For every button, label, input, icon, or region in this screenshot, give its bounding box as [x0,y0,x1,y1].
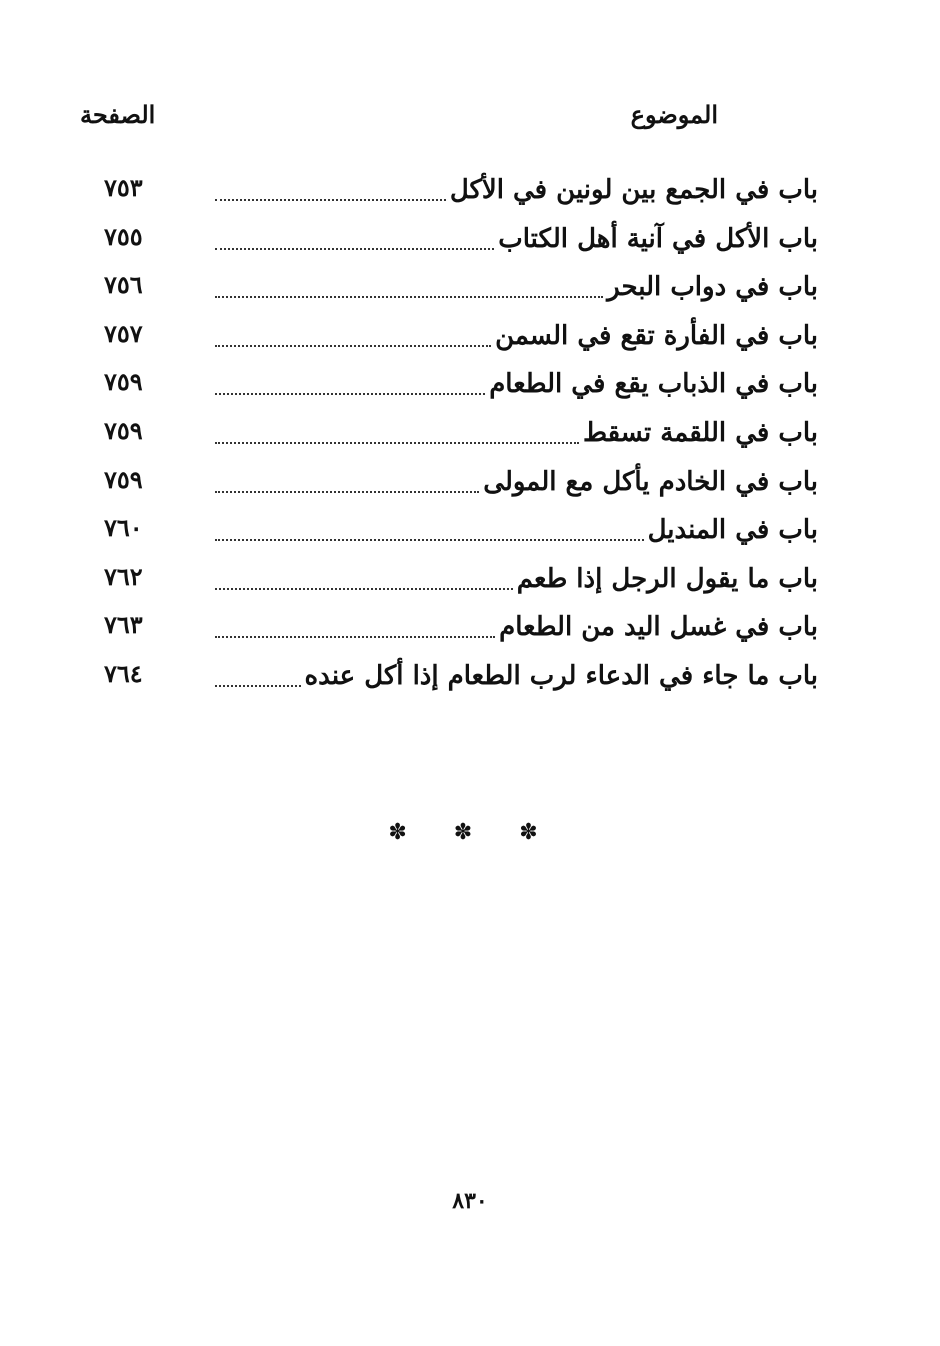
toc-entry-page: ٧٦٣ [104,610,143,640]
toc-entry-line [215,605,818,645]
toc-entry-line [215,460,818,500]
toc-entry-page: ٧٦٠ [104,513,143,543]
toc-entry-page: ٧٥٩ [104,415,143,445]
toc-entry-page: ٧٥٥ [104,221,143,251]
toc-entry-line [215,362,818,402]
toc-entry-title: باب في الخادم يأكل مع المولى [483,466,818,497]
toc-entry-line [215,508,818,548]
toc-entry-title: باب في المنديل [647,515,818,546]
section-divider-ornament [0,820,940,845]
toc-entry-title: باب في الفأرة تقع في السمن [495,320,818,351]
toc-entry [0,654,940,703]
flower-ornament-icon: ✽ [519,820,552,845]
toc-entry-title: باب الأكل في آنية أهل الكتاب [498,223,818,254]
dot-leader [215,489,479,493]
toc-entry-line [215,217,818,257]
toc-entry [0,314,940,363]
toc-entry-line [215,265,818,305]
toc-entry-title: باب في اللقمة تسقط [582,417,818,448]
toc-entry-title: باب في الذباب يقع في الطعام [489,369,818,400]
toc-entry [0,265,940,314]
dot-leader [215,294,603,298]
dot-leader [215,197,446,201]
toc-entry-page: ٧٥٧ [104,318,143,348]
toc-entry-page: ٧٦٢ [104,561,143,591]
toc-entry-title: باب في دواب البحر [607,272,818,303]
toc-entry [0,411,940,460]
toc-entry [0,217,940,266]
toc-entry-page: ٧٥٩ [104,464,143,494]
toc-entry-title: باب ما جاء في الدعاء لرب الطعام إذا أكل عنده [304,660,818,691]
page-column-heading: الصفحة [80,100,156,129]
dot-leader [215,440,579,444]
toc-entry-title: باب في غسل اليد من الطعام [499,612,818,643]
toc-entry-line [215,314,818,354]
toc-entry-page: ٧٥٣ [104,173,143,202]
dot-leader [215,246,494,250]
dot-leader [215,634,495,638]
toc-entry [0,460,940,509]
flower-ornament-icon: ✽ [453,820,487,845]
toc-entry-page: ٧٥٩ [104,367,143,397]
toc-entry-title: باب في الجمع بين لونين في الأكل [449,175,818,205]
toc-entry-page: ٧٥٦ [104,270,143,300]
toc-entry-line [215,411,818,451]
table-of-contents [0,168,940,703]
page-number: ٨٣٠ [452,1188,488,1214]
flower-ornament-icon: ✽ [388,820,421,845]
toc-entry-line [215,654,818,694]
toc-header [0,100,940,140]
toc-entry [0,362,940,411]
toc-entry [0,508,940,557]
toc-entry-page: ٧٦٤ [104,658,143,688]
toc-entry-title: باب ما يقول الرجل إذا طعم [516,563,818,594]
toc-entry [0,557,940,606]
dot-leader [215,683,301,687]
toc-entry [0,605,940,654]
dot-leader [215,586,513,590]
dot-leader [215,343,491,347]
dot-leader [215,537,644,541]
toc-entry-line [215,168,818,208]
dot-leader [215,391,485,395]
topic-column-heading: الموضوع [630,100,718,129]
toc-entry-line [215,557,818,597]
toc-entry [0,168,940,217]
